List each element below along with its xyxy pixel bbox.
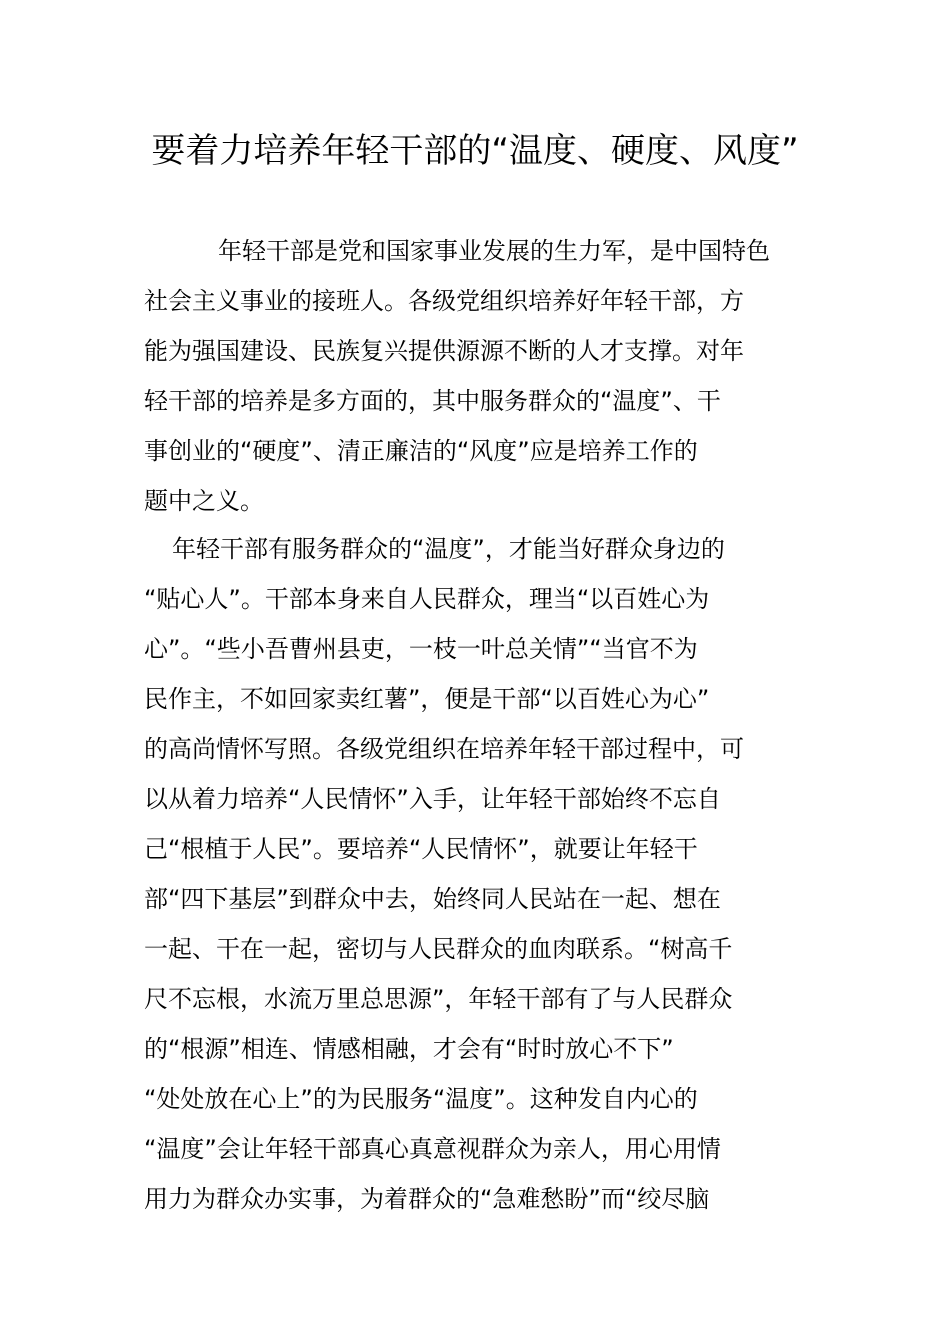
paragraph-2-line: 年轻干部有服务群众的“温度”，才能当好群众身边的 <box>172 535 725 563</box>
paragraph-1-line: 社会主义事业的接班人。各级党组织培养好年轻干部，方 <box>144 287 744 315</box>
paragraph-2-line: 的高尚情怀写照。各级党组织在培养年轻干部过程中，可 <box>144 735 744 763</box>
paragraph-2-line: 尺不忘根，水流万里总思源”，年轻干部有了与人民群众 <box>144 985 733 1013</box>
document-title: 要着力培养年轻干部的“温度、硬度、风度” <box>151 131 799 171</box>
paragraph-2-line: 民作主，不如回家卖红薯”，便是干部“以百姓心为心” <box>144 685 710 713</box>
paragraph-1-line: 能为强国建设、民族复兴提供源源不断的人才支撑。对年 <box>144 337 744 365</box>
paragraph-1-line: 题中之义。 <box>144 487 264 515</box>
paragraph-1-line: 事创业的“硬度”、清正廉洁的“风度”应是培养工作的 <box>144 437 698 465</box>
paragraph-2-line: 一起、干在一起，密切与人民群众的血肉联系。“树高千 <box>144 935 733 963</box>
paragraph-2-line: 的“根源”相连、情感相融，才会有“时时放心不下” <box>144 1035 674 1063</box>
paragraph-2-line: 以从着力培养“人民情怀”入手，让年轻干部始终不忘自 <box>144 785 721 813</box>
paragraph-1-line: 年轻干部是党和国家事业发展的生力军，是中国特色 <box>218 237 770 265</box>
paragraph-2-line: “贴心人”。干部本身来自人民群众，理当“以百姓心为 <box>144 585 710 613</box>
paragraph-2-line: 部“四下基层”到群众中去，始终同人民站在一起、想在 <box>144 885 721 913</box>
paragraph-2-line: “处处放在心上”的为民服务“温度”。这种发自内心的 <box>144 1085 698 1113</box>
paragraph-2-line: 己“根植于人民”。要培养“人民情怀”，就要让年轻干 <box>144 835 698 863</box>
paragraph-1-line: 轻干部的培养是多方面的，其中服务群众的“温度”、干 <box>144 387 721 415</box>
paragraph-2-line: “温度”会让年轻干部真心真意视群众为亲人，用心用情 <box>144 1135 721 1163</box>
paragraph-2-line: 心”。“些小吾曹州县吏，一枝一叶总关情”“当官不为 <box>144 635 698 663</box>
paragraph-2-line: 用力为群众办实事，为着群众的“急难愁盼”而“绞尽脑 <box>144 1185 710 1213</box>
